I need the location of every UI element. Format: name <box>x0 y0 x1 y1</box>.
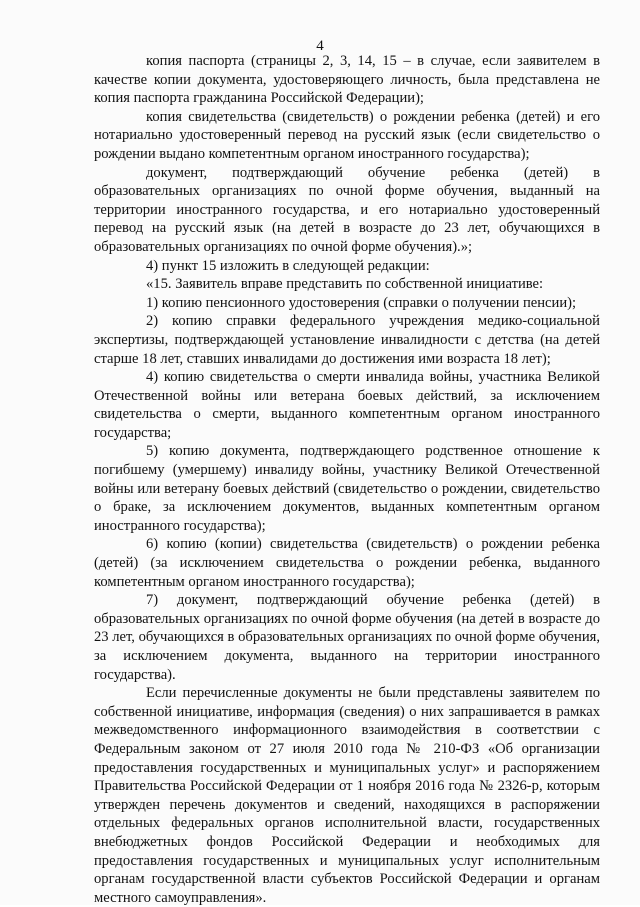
page-number: 4 <box>316 38 324 54</box>
document-body <box>94 52 600 907</box>
list-item-7-education-document: 7) документ, подтверждающий обучение ребенка (детей) в образовательных организациях по очной форме обучения (на детей в возрасте до 23 лет, обучающихся в образовательных организациях по очной форме обучения, за исключением документа, выданного на территории иностранного государства). <box>94 592 600 683</box>
paragraph-clause-15-heading: «15. Заявитель вправе представить по собственной инициативе: <box>146 276 544 293</box>
paragraph-item-4-amendment: 4) пункт 15 изложить в следующей редакции: <box>146 257 430 274</box>
paragraph-interagency-request: Если перечисленные документы не были представлены заявителем по собственной инициативе, информация (сведения) о них запрашивается в рамках межведомственного информационного взаимодействия в соответствии с Федеральным законом от 27 июля 2010 года № 210-ФЗ «Об организации предоставления государственных и муниципальных услуг» и распоряжением Правительства Российской Федерации от 1 ноября 2016 года № 2326-р, которым утвержден перечень документов и сведений, находящихся в распоряжении отдельных федеральных органов исполнительной власти, государственных внебюджетных фондов Российской Федерации и необходимых для предоставления государственных и муниципальных услуг исполнительным органам государственной власти субъектов Российской Федерации и органам местного самоуправления». <box>94 685 600 906</box>
list-item-5-kinship-document: 5) копию документа, подтверждающего родственное отношение к погибшему (умершему) инвалиду войны, участнику Великой Отечественной войны или ветерану боевых действий (свидетельство о рождении, свидетельство о браке, за исключением документов, выданных компетентным органом иностранного государства); <box>94 443 600 534</box>
list-item-1-pension-certificate: 1) копию пенсионного удостоверения (справки о получении пенсии); <box>146 294 577 311</box>
paragraph-education-document-foreign: документ, подтверждающий обучение ребенка (детей) в образовательных организациях по очной форме обучения, выданный на территории иностранного государства, и его нотариально удостоверенный перевод на русский язык (на детей в возрасте до 23 лет, обучающихся в образовательных организациях по очной форме обучения).»; <box>94 164 600 255</box>
list-item-6-birth-certificates: 6) копию (копии) свидетельства (свидетельств) о рождении ребенка (детей) (за исключением свидетельства о рождении ребенка, выданного компетентным органом иностранного государства); <box>94 536 600 590</box>
list-item-4-death-certificate: 4) копию свидетельства о смерти инвалида войны, участника Великой Отечественной войны или ветерана боевых действий, за исключением свидетельства о смерти, выданного компетентным органом иностранного государства; <box>94 369 600 441</box>
paragraph-passport-copy: копия паспорта (страницы 2, 3, 14, 15 – в случае, если заявителем в качестве копии документа, удостоверяющего личность, была представлена не копия паспорта гражданина Российской Федерации); <box>94 53 600 107</box>
paragraph-birth-certificate: копия свидетельства (свидетельств) о рождении ребенка (детей) и его нотариально удостоверенный перевод на русский язык (если свидетельство о рождении выдано компетентным органом иностранного государства); <box>94 108 600 162</box>
list-item-2-medical-certificate: 2) копию справки федерального учреждения медико-социальной экспертизы, подтверждающей установление инвалидности с детства (на детей старше 18 лет, ставших инвалидами до достижения ими возраста 18 лет); <box>94 313 600 367</box>
